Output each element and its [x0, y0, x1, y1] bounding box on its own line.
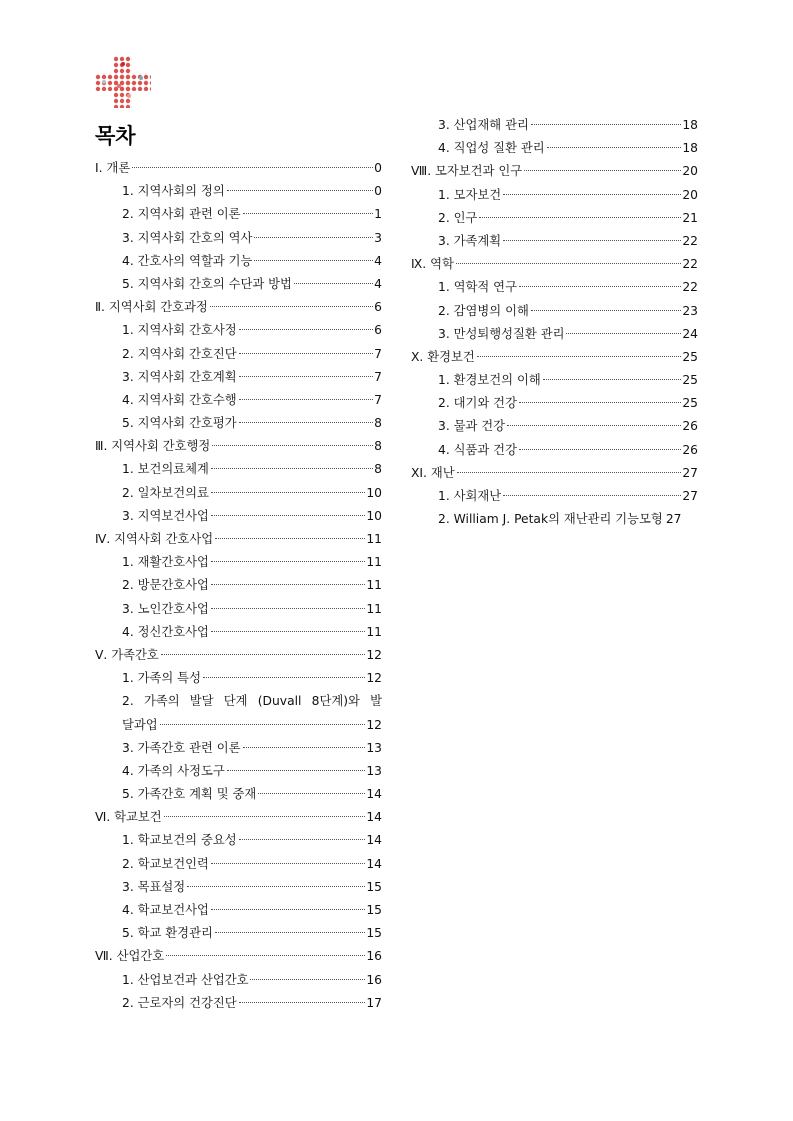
toc-page-number: 8 [374, 462, 382, 477]
toc-entry-label: 5. 가족간호 계획 및 중재 [122, 787, 257, 802]
toc-section-entry[interactable] [411, 137, 698, 160]
toc-entry-label: 1. 환경보건의 이해 [438, 373, 541, 388]
toc-dot-leader [212, 445, 373, 446]
toc-section-entry[interactable] [95, 969, 382, 992]
toc-dot-leader [524, 170, 681, 171]
toc-section-entry[interactable] [95, 574, 382, 597]
toc-dot-leader [164, 816, 366, 817]
toc-page-number: 12 [366, 671, 382, 686]
toc-section-entry[interactable] [95, 412, 382, 435]
toc-page-number: 21 [682, 210, 698, 225]
toc-entry-label: 1. 학교보건의 중요성 [122, 833, 237, 848]
toc-chapter-entry[interactable] [411, 346, 698, 369]
toc-section-entry[interactable] [95, 714, 382, 737]
toc-page-number: 26 [682, 419, 698, 434]
toc-page-number: 14 [366, 810, 382, 825]
toc-dot-leader [457, 472, 682, 473]
toc-page-number: 4 [374, 253, 382, 268]
toc-page-number: 14 [366, 856, 382, 871]
toc-page-number: 12 [366, 717, 382, 732]
toc-dot-leader [187, 886, 365, 887]
toc-section-entry[interactable] [95, 783, 382, 806]
toc-page-number: 10 [366, 508, 382, 523]
toc-page-number: 25 [682, 373, 698, 388]
toc-dot-leader [243, 213, 374, 214]
toc-entry-label: 2. 지역사회 간호진단 [122, 346, 237, 361]
toc-section-entry[interactable] [95, 389, 382, 412]
toc-page-number: 11 [366, 624, 382, 639]
toc-page-number: 27 [682, 489, 698, 503]
toc-section-entry[interactable] [411, 184, 698, 207]
toc-section-entry[interactable] [95, 876, 382, 899]
toc-dot-leader [239, 839, 366, 840]
toc-entry-label: 4. 정신간호사업 [122, 624, 209, 639]
toc-entry-label: 2. William J. Petak의 재난관리 기능모형 [438, 512, 663, 527]
toc-dot-leader [531, 310, 682, 311]
toc-entry-label: 2. 일차보건의료 [122, 485, 209, 500]
toc-chapter-entry[interactable] [95, 157, 382, 180]
toc-section-entry[interactable] [95, 829, 382, 852]
toc-entry-label: 1. 산업보건과 산업간호 [122, 972, 249, 987]
toc-page-number: 15 [366, 879, 382, 894]
toc-page-number: 25 [682, 349, 698, 364]
toc-dot-leader [294, 283, 373, 284]
toc-section-entry[interactable] [411, 485, 698, 508]
toc-dot-leader [503, 240, 681, 241]
toc-section-entry[interactable] [411, 207, 698, 230]
toc-dot-leader [215, 538, 365, 539]
toc-dot-leader [211, 515, 365, 516]
toc-page-number: 24 [682, 326, 698, 341]
toc-page-number: 6 [374, 300, 382, 315]
toc-dot-leader [239, 1002, 366, 1003]
toc-page-number: 18 [682, 118, 698, 132]
toc-dot-leader [507, 425, 681, 426]
toc-section-entry[interactable] [95, 551, 382, 574]
toc-entry-wrapped-line[interactable]: 2. 가족의 발달 단계 (Duvall 8단계)와 발 [122, 694, 382, 709]
toc-dot-leader [250, 979, 365, 980]
toc-page-number: 25 [682, 396, 698, 411]
toc-section-entry[interactable] [95, 667, 382, 690]
toc-dot-leader [519, 449, 681, 450]
toc-entry-label: Ⅴ. 가족간호 [95, 647, 159, 662]
toc-dot-leader [254, 237, 373, 238]
toc-entry-label: 3. 가족계획 [438, 233, 502, 248]
toc-section-entry[interactable] [95, 760, 382, 783]
toc-page-number: 16 [366, 949, 382, 964]
toc-entry-label: 1. 역학적 연구 [438, 280, 517, 295]
toc-section-entry[interactable] [95, 737, 382, 760]
toc-entry-label: 4. 학교보건사업 [122, 903, 209, 917]
toc-entry-label: 3. 지역보건사업 [122, 508, 209, 523]
toc-section-entry[interactable] [411, 439, 698, 462]
toc-entry-label: 3. 산업재해 관리 [438, 118, 529, 132]
toc-page-number: 11 [366, 555, 382, 570]
toc-entry-label: 5. 학교 환경관리 [122, 926, 213, 941]
toc-entry-label: 1. 재활간호사업 [122, 555, 209, 570]
toc-dot-leader [239, 422, 374, 423]
toc-page-number: 15 [366, 903, 382, 917]
toc-entry-label: ⅩⅠ. 재난 [411, 465, 455, 480]
toc-entry-label: 1. 보건의료체계 [122, 462, 209, 477]
toc-page-number: 6 [374, 323, 382, 338]
toc-entry-label: Ⅸ. 역학 [411, 257, 454, 272]
toc-entry-label: 2. 감염병의 이해 [438, 303, 529, 318]
toc-page-number: 7 [374, 369, 382, 384]
toc-page-number: 7 [374, 346, 382, 361]
toc-page-number: 14 [366, 833, 382, 848]
toc-dot-leader [258, 793, 365, 794]
toc-section-entry[interactable] [411, 392, 698, 415]
toc-page-number: 23 [682, 303, 698, 318]
toc-entry-label: 2. 지역사회 관련 이론 [122, 207, 241, 222]
toc-section-entry[interactable] [95, 922, 382, 945]
toc-section-entry[interactable] [95, 343, 382, 366]
toc-page-number: 11 [366, 578, 382, 593]
toc-entry-label: 2. 근로자의 건강진단 [122, 995, 237, 1010]
toc-entry-label: Ⅲ. 지역사회 간호행정 [95, 439, 211, 454]
toc-section-entry[interactable] [411, 276, 698, 299]
toc-dot-leader [211, 909, 365, 910]
toc-entry-label: 2. 방문간호사업 [122, 578, 209, 593]
toc-page-number: 4 [374, 276, 382, 291]
toc-chapter-entry[interactable] [411, 462, 698, 485]
toc-page-number: 27 [665, 512, 682, 527]
toc-dot-leader [215, 932, 366, 933]
toc-dot-leader [166, 955, 365, 956]
toc-chapter-entry[interactable] [95, 945, 382, 968]
toc-page-number: 12 [366, 647, 382, 662]
toc-page-number: 17 [366, 995, 382, 1010]
toc-section-entry[interactable] [95, 366, 382, 389]
toc-entry-label: 4. 식품과 건강 [438, 442, 517, 457]
toc-entry-label: 4. 가족의 사정도구 [122, 763, 225, 778]
toc-entry-label: Ⅹ. 환경보건 [411, 349, 475, 364]
toc-entry-label: Ⅰ. 개론 [95, 161, 131, 175]
toc-entry-label: Ⅶ. 산업간호 [95, 949, 165, 964]
page-title: 목차 [95, 124, 136, 148]
toc-page-number: 15 [366, 926, 382, 941]
toc-page-number: 16 [366, 972, 382, 987]
toc-dot-leader [211, 468, 373, 469]
toc-dot-leader [227, 770, 366, 771]
toc-section-entry[interactable] [95, 458, 382, 481]
toc-section-entry[interactable] [95, 180, 382, 203]
toc-section-entry[interactable] [411, 508, 698, 531]
toc-chapter-entry[interactable] [95, 806, 382, 829]
toc-dot-leader [239, 353, 374, 354]
toc-section-entry[interactable] [95, 621, 382, 644]
toc-dot-leader [161, 654, 366, 655]
toc-page-number: 13 [366, 740, 382, 755]
toc-page-number: 0 [374, 184, 382, 199]
toc-page-number: 11 [366, 532, 382, 546]
toc-chapter-entry[interactable] [95, 296, 382, 319]
toc-page-number: 14 [366, 787, 382, 802]
toc-section-entry[interactable] [95, 853, 382, 876]
toc-entry-label: 1. 사회재난 [438, 489, 502, 503]
toc-page-number: 13 [366, 763, 382, 778]
toc-entry-label: 2. 인구 [438, 210, 478, 225]
toc-dot-leader [456, 263, 681, 264]
toc-page-number: 8 [374, 439, 382, 454]
toc-section-entry[interactable] [95, 505, 382, 528]
toc-section-entry[interactable] [411, 230, 698, 253]
toc-entry-label: 4. 직업성 질환 관리 [438, 141, 545, 156]
toc-chapter-entry[interactable] [95, 435, 382, 458]
toc-dot-leader [211, 492, 365, 493]
toc-dot-leader [477, 356, 682, 357]
toc-left-column [95, 157, 382, 1015]
toc-page-number: 22 [682, 257, 698, 272]
toc-dot-leader [132, 167, 373, 168]
toc-dot-leader [211, 863, 365, 864]
toc-dot-leader [543, 379, 682, 380]
toc-chapter-entry[interactable] [411, 253, 698, 276]
toc-entry-label: 4. 지역사회 간호수행 [122, 392, 237, 407]
toc-page-number: 3 [374, 230, 382, 245]
toc-dot-leader [239, 399, 374, 400]
toc-dot-leader [210, 306, 373, 307]
toc-section-entry[interactable] [95, 482, 382, 505]
toc-dot-leader [160, 724, 366, 725]
toc-page-number: 10 [366, 485, 382, 500]
toc-entry-label: 5. 지역사회 간호의 수단과 방법 [122, 276, 292, 291]
toc-entry-label: 3. 가족간호 관련 이론 [122, 740, 241, 755]
toc-chapter-entry[interactable] [95, 528, 382, 551]
toc-section-entry[interactable] [95, 899, 382, 922]
toc-entry-label: 1. 가족의 특성 [122, 671, 201, 686]
toc-entry-label: 2. 대기와 건강 [438, 396, 517, 411]
toc-dot-leader [211, 608, 365, 609]
toc-page-number: 18 [682, 141, 698, 156]
toc-section-entry[interactable] [411, 369, 698, 392]
toc-dot-leader [566, 333, 681, 334]
toc-page-number: 26 [682, 442, 698, 457]
toc-page-number: 1 [374, 207, 382, 222]
toc-section-entry[interactable] [95, 598, 382, 621]
toc-entry-label: 3. 지역사회 간호의 역사 [122, 230, 253, 245]
toc-entry-label: 3. 만성퇴행성질환 관리 [438, 326, 565, 341]
toc-page-number: 20 [682, 164, 698, 179]
toc-section-entry[interactable] [95, 319, 382, 342]
toc-entry-label: 1. 지역사회 간호사정 [122, 323, 237, 338]
toc-dot-leader [239, 329, 374, 330]
toc-entry-label: 3. 물과 건강 [438, 419, 506, 434]
toc-right-column [411, 114, 698, 531]
toc-page-number: 8 [374, 416, 382, 431]
toc-section-entry[interactable] [411, 415, 698, 438]
red-cross-icon [95, 56, 151, 108]
toc-page-number: 27 [682, 465, 698, 480]
toc-dot-leader [479, 217, 681, 218]
toc-entry-label: 달과업 [122, 717, 158, 732]
toc-dot-leader [531, 124, 682, 125]
toc-page-number: 7 [374, 392, 382, 407]
toc-dot-leader [211, 584, 365, 585]
toc-entry-label: 4. 간호사의 역할과 기능 [122, 253, 253, 268]
toc-dot-leader [519, 286, 681, 287]
toc-page-number: 0 [374, 161, 382, 175]
toc-chapter-entry[interactable] [411, 160, 698, 183]
toc-dot-leader [203, 677, 365, 678]
toc-entry-label: Ⅱ. 지역사회 간호과정 [95, 300, 208, 315]
toc-entry-label: Ⅷ. 모자보건과 인구 [411, 164, 523, 179]
toc-entry-label: 2. 학교보건인력 [122, 856, 209, 871]
toc-dot-leader [503, 194, 681, 195]
toc-section-entry[interactable] [95, 273, 382, 296]
toc-page-number: 22 [682, 233, 698, 248]
toc-section-entry[interactable] [411, 300, 698, 323]
toc-dot-leader [211, 561, 365, 562]
toc-page-number: 11 [366, 601, 382, 616]
toc-entry-label: 3. 노인간호사업 [122, 601, 209, 616]
toc-dot-leader [239, 376, 374, 377]
toc-page-number: 22 [682, 280, 698, 295]
toc-entry-label: 3. 목표설정 [122, 879, 186, 894]
toc-entry-label: 1. 지역사회의 정의 [122, 184, 225, 199]
toc-section-entry[interactable] [95, 250, 382, 273]
toc-entry-label: 5. 지역사회 간호평가 [122, 416, 237, 431]
toc-dot-leader [519, 402, 681, 403]
toc-dot-leader [211, 631, 365, 632]
toc-dot-leader [227, 190, 373, 191]
toc-chapter-entry[interactable] [95, 644, 382, 667]
toc-entry-label: Ⅵ. 학교보건 [95, 810, 162, 825]
toc-section-entry[interactable] [411, 114, 698, 137]
toc-entry-label: 3. 지역사회 간호계획 [122, 369, 237, 384]
toc-entry-label: 1. 모자보건 [438, 187, 502, 202]
toc-page-number: 20 [682, 187, 698, 202]
toc-section-entry[interactable] [95, 992, 382, 1015]
toc-section-entry[interactable] [95, 203, 382, 226]
toc-dot-leader [254, 260, 373, 261]
toc-section-entry[interactable] [95, 227, 382, 250]
toc-dot-leader [503, 495, 681, 496]
toc-entry-label: Ⅳ. 지역사회 간호사업 [95, 532, 214, 546]
toc-section-entry[interactable] [411, 323, 698, 346]
toc-dot-leader [547, 147, 682, 148]
toc-dot-leader [243, 747, 366, 748]
